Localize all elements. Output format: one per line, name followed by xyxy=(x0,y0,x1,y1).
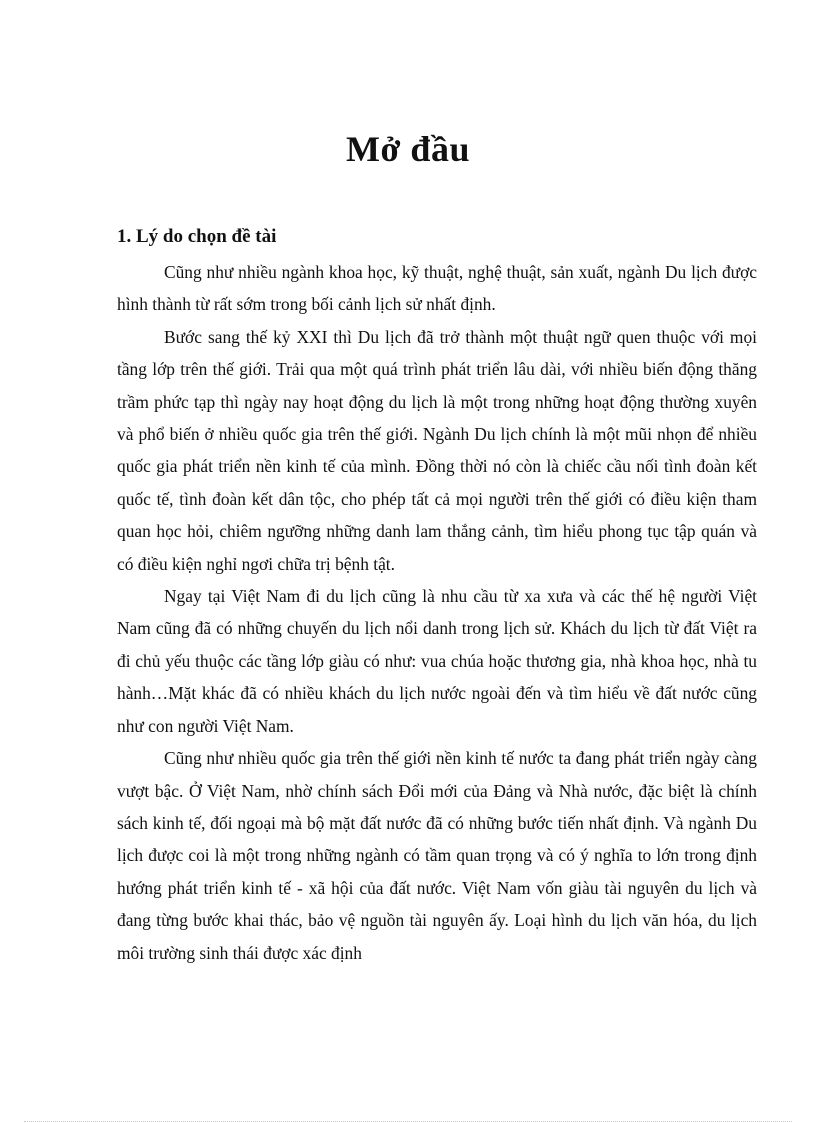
page-title: Mở đầu xyxy=(346,129,470,169)
paragraph-4: Cũng như nhiều quốc gia trên thế giới nền kinh tế nước ta đang phát triển ngày càng vượt bậc. Ở Việt Nam, nhờ chính sách Đổi mới của Đảng và Nhà nước, đặc biệt là chính sách kinh tế, đối ngoại mà bộ mặt đất nước đã có những bước tiến nhất định. Và ngành Du lịch được coi là một trong những ngành có tầm quan trọng và có ý nghĩa to lớn trong định hướng phát triển kinh tế - xã hội của đất nước. Việt Nam vốn giàu tài nguyên du lịch và đang từng bước khai thác, bảo vệ nguồn tài nguyên ấy. Loại hình du lịch văn hóa, du lịch môi trường sinh thái được xác định xyxy=(117,748,757,963)
page-bottom-divider xyxy=(24,1121,792,1122)
section-heading: 1. Lý do chọn đề tài xyxy=(117,226,277,247)
paragraph-1: Cũng như nhiều ngành khoa học, kỹ thuật, nghệ thuật, sản xuất, ngành Du lịch được hình thành từ rất sớm trong bối cảnh lịch sử nhất định. xyxy=(117,262,757,315)
paragraph-2: Bước sang thế kỷ XXI thì Du lịch đã trở thành một thuật ngữ quen thuộc với mọi tầng lớp trên thế giới. Trải qua một quá trình phát triển lâu dài, với nhiều biến động thăng trầm phức tạp thì ngày nay hoạt động du lịch là một trong những hoạt động thường xuyên và phổ biến ở nhiều quốc gia trên thế giới. Ngành Du lịch chính là một mũi nhọn để nhiều quốc gia phát triển nền kinh tế của mình. Đồng thời nó còn là chiếc cầu nối tình đoàn kết quốc tế, tình đoàn kết dân tộc, cho phép tất cả mọi người trên thế giới có điều kiện tham quan học hỏi, chiêm ngưỡng những danh lam thắng cảnh, tìm hiểu phong tục tập quán và có điều kiện nghỉ ngơi chữa trị bệnh tật. xyxy=(117,326,757,574)
paragraph-3: Ngay tại Việt Nam đi du lịch cũng là nhu cầu từ xa xưa và các thế hệ người Việt Nam cũng đã có những chuyến du lịch nổi danh trong lịch sử. Khách du lịch từ đất Việt ra đi chủ yếu thuộc các tầng lớp giàu có như: vua chúa hoặc thương gia, nhà khoa học, nhà tu hành…Mặt khác đã có nhiều khách du lịch nước ngoài đến và tìm hiểu về đất nước cũng như con người Việt Nam. xyxy=(117,586,757,736)
section-body xyxy=(117,256,757,969)
